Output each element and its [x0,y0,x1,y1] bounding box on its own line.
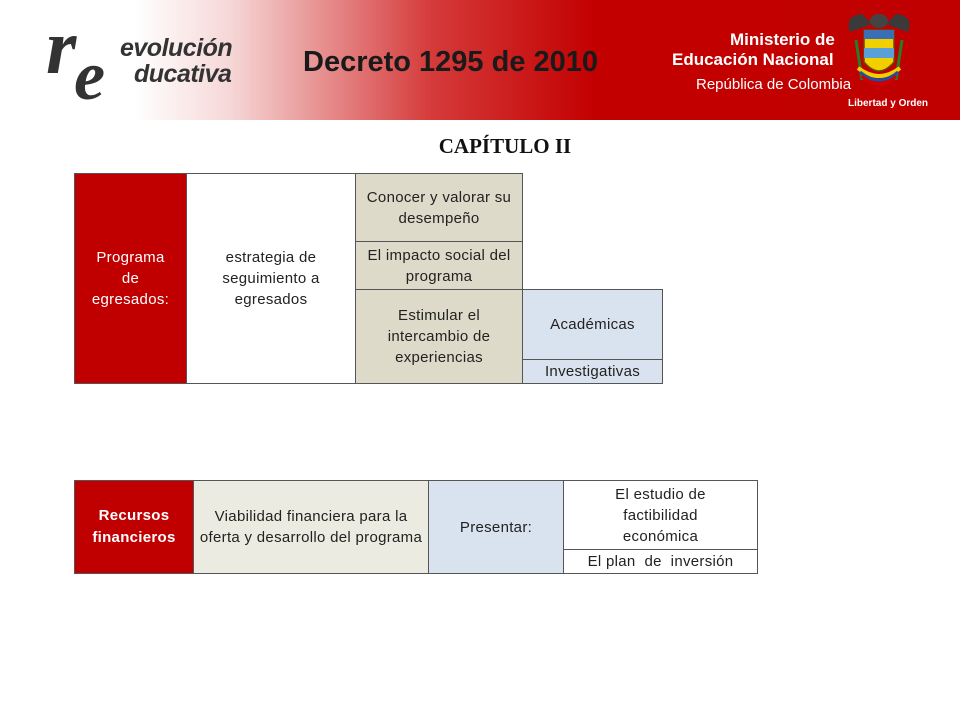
sub-item-research-label: Investigativas [544,363,641,380]
chapter-heading: CAPÍTULO II [438,134,572,158]
financial-viability-label: Viabilidad financiera para la oferta y desarrollo del programa [199,508,423,546]
item-exchange-experiences [355,289,523,384]
item-know-performance-label: Conocer y valorar su desempeño [366,188,512,227]
sub-item-academic [522,289,663,360]
colombia-coat-of-arms-icon [842,10,916,92]
feasibility-study-box [563,480,758,550]
financial-resources-box [74,480,194,574]
feasibility-study-label: El estudio de factibilidad económica [615,485,711,545]
item-know-performance [355,173,523,242]
sub-item-research [522,359,663,384]
present-label: Presentar: [459,518,533,536]
item-social-impact-label: El impacto social del programa [367,246,511,285]
ministry-line-3: República de Colombia [696,76,852,93]
graduates-program-box [74,173,187,384]
logo-letter-r: r [46,3,77,90]
ministry-line-2: Educación Nacional [672,50,834,69]
item-social-impact [355,241,523,290]
revolucion-educativa-logo [44,3,254,115]
investment-plan-box [563,549,758,574]
motto-text: Libertad y Orden [848,98,929,109]
logo-word-revolucion: evolución [120,34,233,62]
ministry-line-1: Ministerio de [730,30,835,49]
logo-letter-e: e [74,38,106,115]
sub-item-academic-label: Académicas [550,316,635,333]
strategy-label: estrategia de seguimiento a egresados [222,249,320,308]
present-box [428,480,564,574]
financial-resources-label: Recursos financieros [92,507,176,546]
graduates-program-label: Programa de egresados: [91,249,170,308]
logo-word-educativa: ducativa [134,60,232,88]
strategy-box [186,173,356,384]
financial-viability-box [193,480,429,574]
investment-plan-label: El plan de inversión [587,553,734,570]
page-title: Decreto 1295 de 2010 [303,46,599,78]
item-exchange-experiences-label: Estimular el intercambio de experiencias [387,307,491,366]
